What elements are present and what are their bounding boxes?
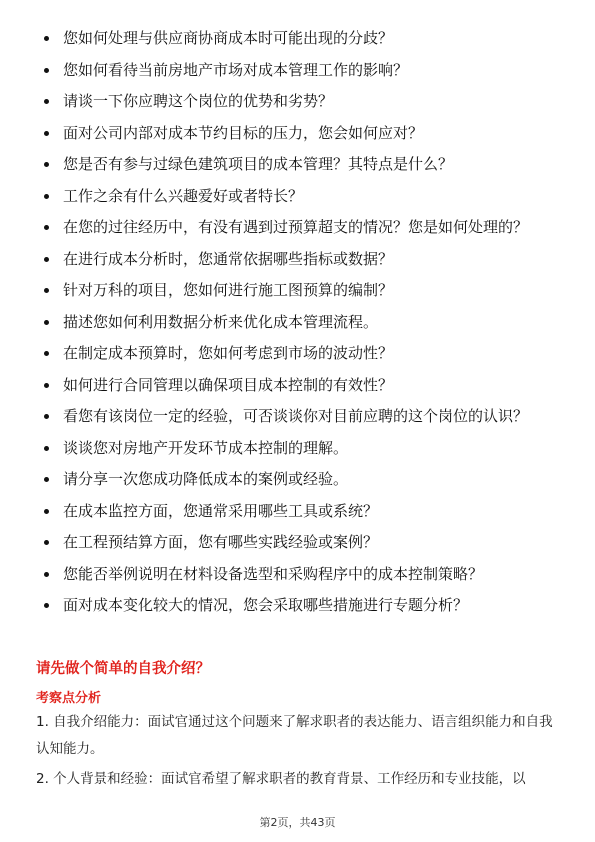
analysis-paragraph: 2. 个人背景和经验：面试官希望了解求职者的教育背景、工作经历和专业技能，以 — [36, 771, 526, 787]
list-item: 面对公司内部对成本节约目标的压力，您会如何应对？ — [0, 122, 595, 145]
list-item: 您如何看待当前房地产市场对成本管理工作的影响？ — [0, 59, 595, 82]
page-number: 第2页，共43页 — [259, 816, 336, 829]
list-item: 在工程预结算方面，您有哪些实践经验或案例？ — [0, 531, 595, 554]
list-item: 您如何处理与供应商协商成本时可能出现的分歧？ — [0, 27, 595, 50]
list-item: 描述您如何利用数据分析来优化成本管理流程。 — [0, 311, 595, 334]
list-item: 面对成本变化较大的情况，您会采取哪些措施进行专题分析？ — [0, 594, 595, 617]
list-item: 请谈一下你应聘这个岗位的优势和劣势？ — [0, 90, 595, 113]
section-title: 请先做个简单的自我介绍？ — [36, 661, 210, 677]
list-item: 谈谈您对房地产开发环节成本控制的理解。 — [0, 437, 595, 460]
list-item: 在您的过往经历中，有没有遇到过预算超支的情况？您是如何处理的？ — [0, 216, 595, 239]
list-item: 针对万科的项目，您如何进行施工图预算的编制？ — [0, 279, 595, 302]
list-item: 您是否有参与过绿色建筑项目的成本管理？其特点是什么？ — [0, 153, 595, 176]
list-item: 如何进行合同管理以确保项目成本控制的有效性？ — [0, 374, 595, 397]
list-item: 在进行成本分析时，您通常依据哪些指标或数据？ — [0, 248, 595, 271]
list-item: 您能否举例说明在材料设备选型和采购程序中的成本控制策略？ — [0, 563, 595, 586]
list-item: 工作之余有什么兴趣爱好或者特长？ — [0, 185, 595, 208]
list-item: 看您有该岗位一定的经验，可否谈谈你对目前应聘的这个岗位的认识？ — [0, 405, 595, 428]
list-item: 在成本监控方面，您通常采用哪些工具或系统？ — [0, 500, 595, 523]
question-list — [0, 27, 595, 626]
list-item: 在制定成本预算时，您如何考虑到市场的波动性？ — [0, 342, 595, 365]
list-item: 请分享一次您成功降低成本的案例或经验。 — [0, 468, 595, 491]
section-subtitle: 考察点分析 — [36, 691, 102, 706]
analysis-paragraph: 1. 自我介绍能力：面试官通过这个问题来了解求职者的表达能力、语言组织能力和自我认知能力。 — [36, 714, 553, 757]
